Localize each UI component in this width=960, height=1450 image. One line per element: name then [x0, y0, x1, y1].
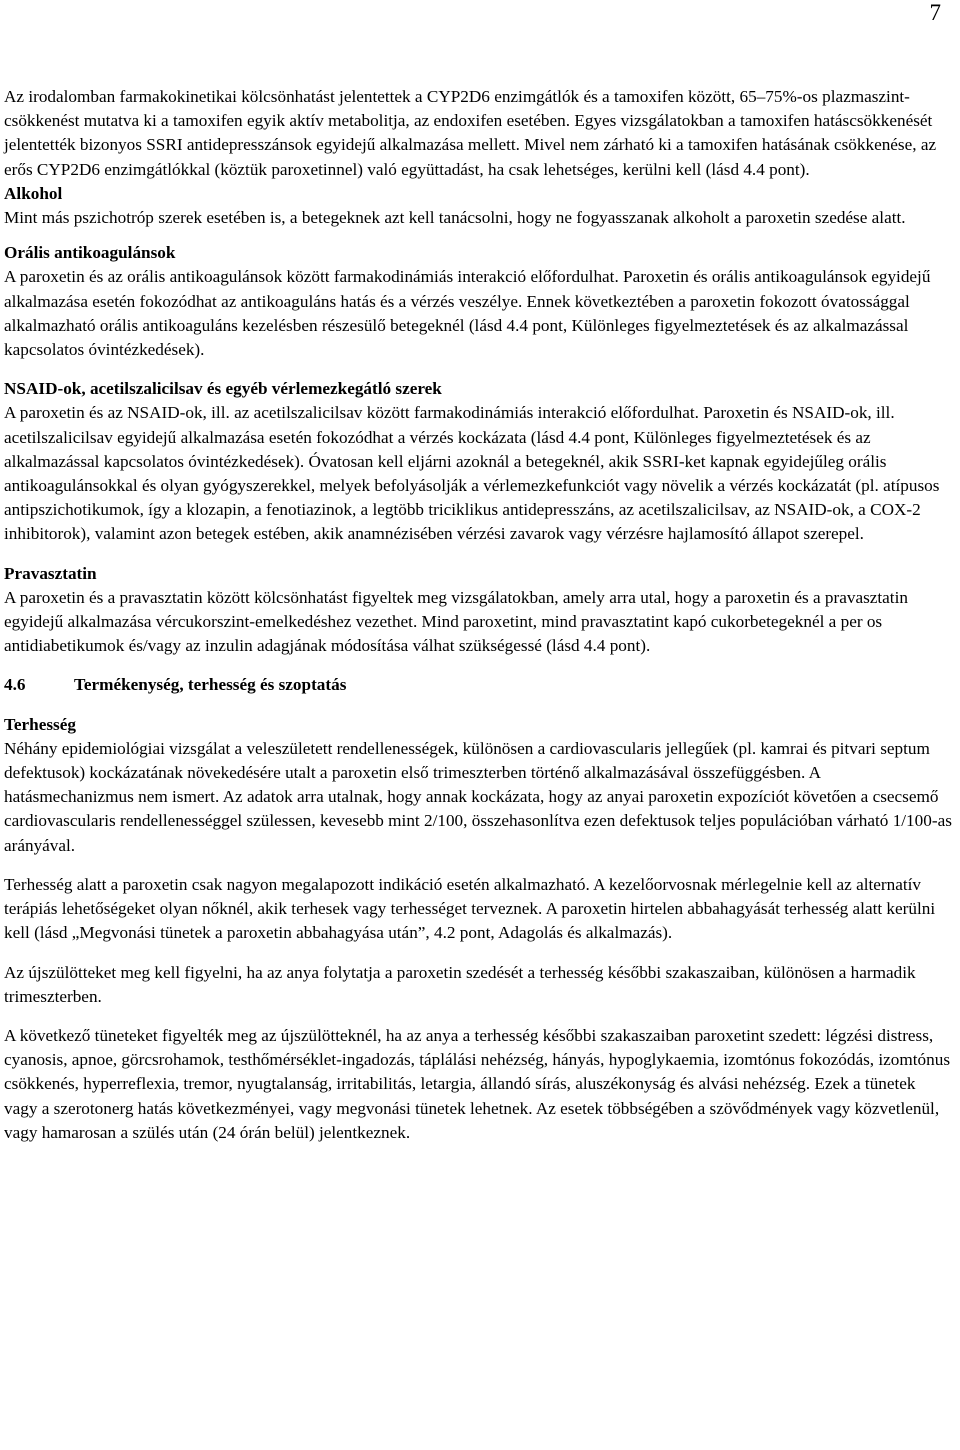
paragraph-pregnancy-1: Néhány epidemiológiai vizsgálat a veleszületett rendellenességek, különösen a cardiovascularis jellegűek (pl. kamrai és pitvari septum defektusok) kockázatának növekedésére utalt a paroxetin első trimeszterben történő alkalmazásával összefüggésben. A hatásmechanizmus nem ismert. Az adatok arra utalnak, hogy annak kockázata, hogy az anyai paroxetin expozíciót követően a csecsemő cardiovascularis rendellenességgel szülessen, kevesebb mint 2/100, összehasonlítva ezen defektusok teljes populációban várható 1/100-as arányával. — [4, 738, 952, 855]
paragraph-nsaid: A paroxetin és az NSAID-ok, ill. az acetilszalicilsav között farmakodinámiás interakció előfordulhat. Paroxetin és NSAID-ok, ill. acetilszalicilsav egyidejű alkalmazása esetén fokozódhat a vérzés kockázata (lásd 4.4 pont, Különleges figyelmeztetések és az alkalmazással kapcsolatos óvintézkedések). Óvatosan kell eljárni azoknál a betegeknél, akik SSRI-ket kapnak egyidejűleg orális antikoagulánsokkal és olyan gyógyszerekkel, melyek befolyásolják a vérlemezkefunkciót vagy növelik a vérzés kockázatát (pl. atípusos antipszichotikumok, így a klozapin, a fenotiazinok, a legtöbb triciklikus antidepresszáns, az acetilszalicilsav, az NSAID-ok, a COX-2 inhibitorok), valamint azon betegek estében, akik anamnézisében vérzési zavarok vagy vérzésre hajlamosító állapot szerepel. — [4, 403, 940, 544]
paragraph-pregnancy-4: A következő tüneteket figyelték meg az újszülötteknél, ha az anya a terhesség későbbi szakaszaiban paroxetint szedett: légzési distress, cyanosis, apnoe, görcsrohamok, testhőmérséklet-ingadozás, táplálási nehézség, hányás, hypoglykaemia, izomtónus fokozódás, izomtónus csökkenés, hyperreflexia, tremor, nyugtalanság, irritabilitás, letargia, állandó sírás, aluszékonyság és alvási nehézség. Ezek a tünetek vagy a szerotonerg hatás következményei, vagy megvonási tünetek lehetnek. Az esetek többségében a szövődmények vagy közvetlenül, vagy hamarosan a szülés után (24 órán belül) jelentkeznek. — [4, 1025, 951, 1142]
paragraph-pregnancy-3: Az újszülötteket meg kell figyelni, ha az anya folytatja a paroxetin szedését a terhesség későbbi szakaszaiban, különösen a harmadik trimeszterben. — [4, 962, 916, 1006]
section-title: Termékenység, terhesség és szoptatás — [74, 675, 347, 695]
spacer — [4, 946, 952, 961]
paragraph-oral-anticoagulants: A paroxetin és az orális antikoagulánsok között farmakodinámiás interakció előfordulhat. Paroxetin és orális antikoagulánsok egyidejű alkalmazása esetén fokozódhat az antikoaguláns hatás és a vérzés veszélye. Ennek következtében a paroxetin fokozott óvatossággal alkalmazható orális antikoaguláns kezelésben részesülő betegeknél (lásd 4.4 pont, Különleges figyelmeztetések és az alkalmazással kapcsolatos óvintézkedések). — [4, 267, 931, 360]
document-body — [4, 85, 952, 1145]
heading-alkohol: Alkohol — [4, 183, 63, 203]
spacer — [4, 362, 952, 377]
paragraph-pregnancy-2: Terhesség alatt a paroxetin csak nagyon megalapozott indikáció esetén alkalmazható. A kezelőorvosnak mérlegelnie kell az alternatív terápiás lehetőségeket olyan nőknél, akik terhesek vagy terhességet terveznek. A paroxetin hirtelen abbahagyását terhesség alatt kerülni kell (lásd „Megvonási tünetek a paroxetin abbahagyása után”, 4.2 pont, Adagolás és alkalmazás). — [4, 874, 936, 943]
paragraph-pravastatin: A paroxetin és a pravasztatin között kölcsönhatást figyeltek meg vizsgálatokban, amely arra utal, hogy a paroxetin és a pravasztatin egyidejű alkalmazása vércukorszint-emelkedéshez vezethet. Mind paroxetint, mind pravasztatint kapó cukorbetegeknél a per os antidiabetikumok és/vagy az inzulin adagjának módosítása válhat szükségessé (lásd 4.4 pont). — [4, 587, 908, 656]
heading-pregnancy: Terhesség — [4, 714, 76, 734]
spacer — [4, 1009, 952, 1024]
heading-oral-anticoagulants: Orális antikoagulánsok — [4, 243, 176, 263]
heading-nsaid: NSAID-ok, acetilszalicilsav és egyéb vérlemezkegátló szerek — [4, 379, 442, 399]
section-heading-4-6 — [4, 673, 952, 697]
page-number: 7 — [929, 0, 941, 25]
section-number: 4.6 — [4, 675, 26, 695]
paragraph-cyp2d6: Az irodalomban farmakokinetikai kölcsönhatást jelentettek a CYP2D6 enzimgátlók és a tamoxifen között, 65–75%-os plazmaszint-csökkenést mutatva ki a tamoxifen egyik aktív metabolitja, az endoxifen esetében. Egyes vizsgálatokban a tamoxifen hatáscsökkenését jelentették bizonyos SSRI antidepresszánsok egyidejű alkalmazása mellett. Mivel nem zárható ki a tamoxifen hatásának csökkenése, az erős CYP2D6 enzimgátlókkal (köztük paroxetinnel) való együttadást, ha csak lehetséges, kerülni kell (lásd 4.4 pont). — [4, 87, 937, 179]
spacer — [4, 658, 952, 673]
spacer — [4, 698, 952, 713]
spacer — [4, 858, 952, 873]
paragraph-alkohol: Mint más pszichotróp szerek esetében is, a betegeknek azt kell tanácsolni, hogy ne fogyasszanak alkoholt a paroxetin szedése alatt. — [4, 208, 906, 228]
spacer — [4, 547, 952, 562]
spacer — [4, 230, 952, 241]
heading-pravastatin: Pravasztatin — [4, 563, 97, 583]
